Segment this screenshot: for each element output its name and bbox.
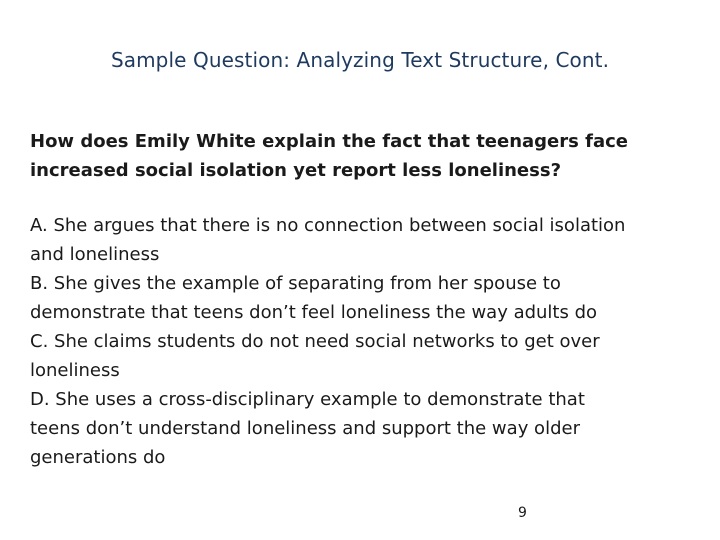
- option-b-line: demonstrate that teens don’t feel loneliness the way adults do: [30, 302, 598, 323]
- option-a-line: A. She argues that there is no connection between social isolation: [30, 215, 626, 236]
- option-c-line: loneliness: [30, 360, 120, 381]
- option-a-line: and loneliness: [30, 244, 160, 265]
- page-number: 9: [518, 505, 527, 521]
- question-line: How does Emily White explain the fact that teenagers face: [30, 131, 628, 152]
- option-d-line: D. She uses a cross-disciplinary example to demonstrate that: [30, 389, 585, 410]
- slide-title: Sample Question: Analyzing Text Structure, Cont.: [110, 48, 610, 72]
- option-b-line: B. She gives the example of separating from her spouse to: [30, 273, 561, 294]
- option-d-line: generations do: [30, 447, 166, 468]
- question-text: [30, 127, 695, 185]
- question-line: increased social isolation yet report less loneliness?: [30, 160, 562, 181]
- answer-options: [30, 211, 695, 472]
- option-c-line: C. She claims students do not need social networks to get over: [30, 331, 600, 352]
- option-d-line: teens don’t understand loneliness and support the way older: [30, 418, 580, 439]
